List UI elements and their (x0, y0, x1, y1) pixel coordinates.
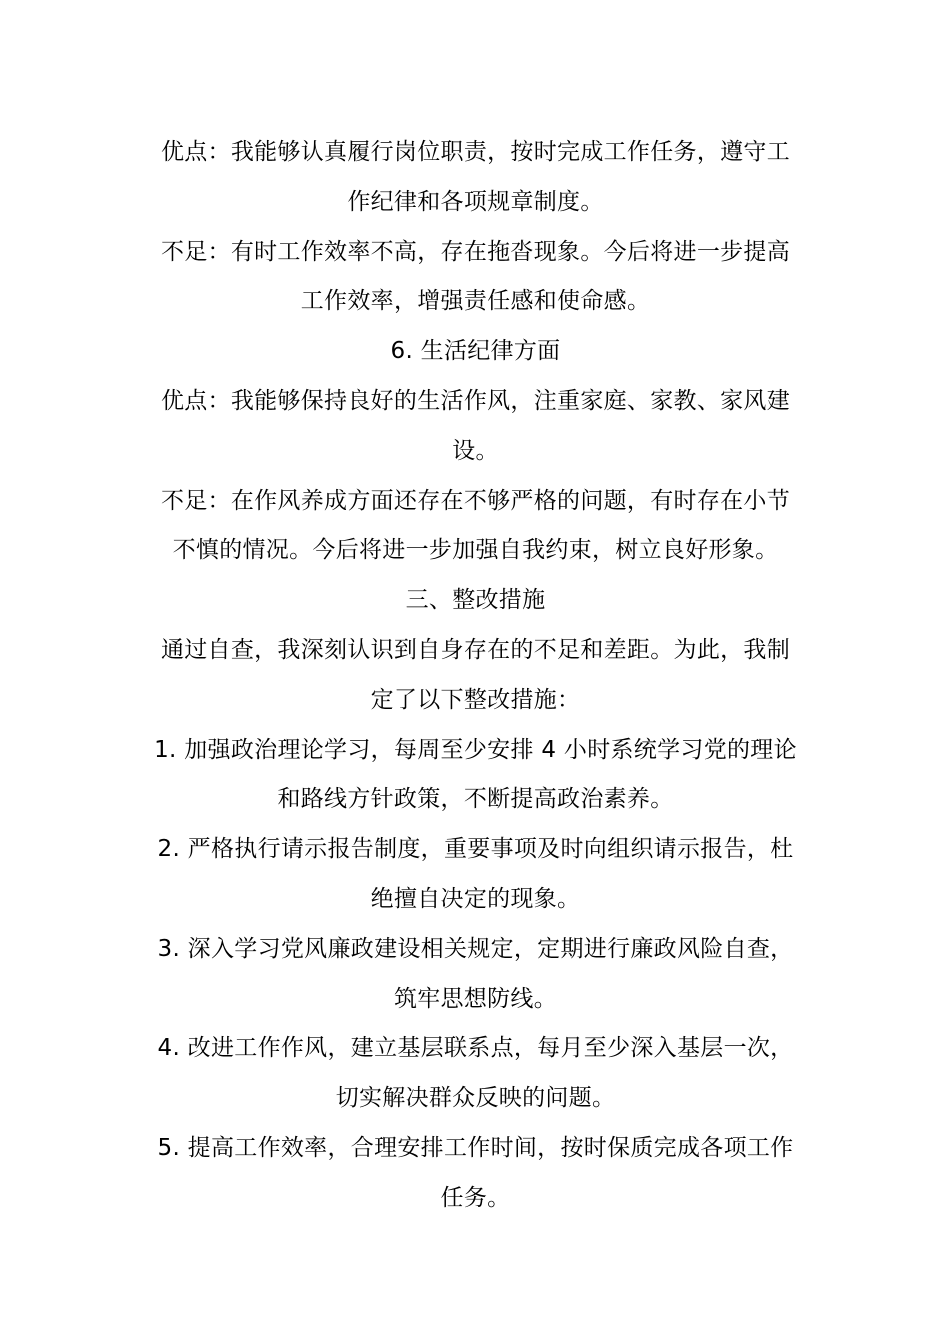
measure-item-4: 4. 改进工作作风，建立基层联系点，每月至少深入基层一次，切实解决群众反映的问题。 (157, 1035, 794, 1112)
paragraph-work-discipline-strengths: 优点：我能够认真履行岗位职责，按时完成工作任务，遵守工作纪律和各项规章制度。 (160, 139, 791, 215)
document-body (150, 128, 801, 1224)
heading-rectification-measures: 三、整改措施 (405, 587, 546, 614)
paragraph-life-discipline-weaknesses: 不足：在作风养成方面还存在不够严格的问题，有时存在小节不慎的情况。今后将进一步加强自我约束，树立良好形象。 (160, 487, 791, 564)
heading-life-discipline: 6. 生活纪律方面 (390, 338, 561, 365)
paragraph-life-discipline-strengths: 优点：我能够保持良好的生活作风，注重家庭、家教、家风建设。 (160, 387, 791, 464)
measure-item-3: 3. 深入学习党风廉政建设相关规定，定期进行廉政风险自查，筑牢思想防线。 (157, 935, 794, 1012)
measure-item-1: 1. 加强政治理论学习，每周至少安排 4 小时系统学习党的理论和路线方针政策，不断提高政治素养。 (154, 736, 797, 813)
measure-item-2: 2. 严格执行请示报告制度，重要事项及时向组织请示报告，杜绝擅自决定的现象。 (157, 836, 794, 912)
paragraph-rectification-intro: 通过自查，我深刻认识到自身存在的不足和差距。为此，我制定了以下整改措施： (160, 636, 791, 713)
paragraph-work-discipline-weaknesses: 不足：有时工作效率不高，存在拖沓现象。今后将进一步提高工作效率，增强责任感和使命感。 (160, 238, 791, 315)
measure-item-5: 5. 提高工作效率，合理安排工作时间，按时保质完成各项工作任务。 (157, 1134, 794, 1211)
